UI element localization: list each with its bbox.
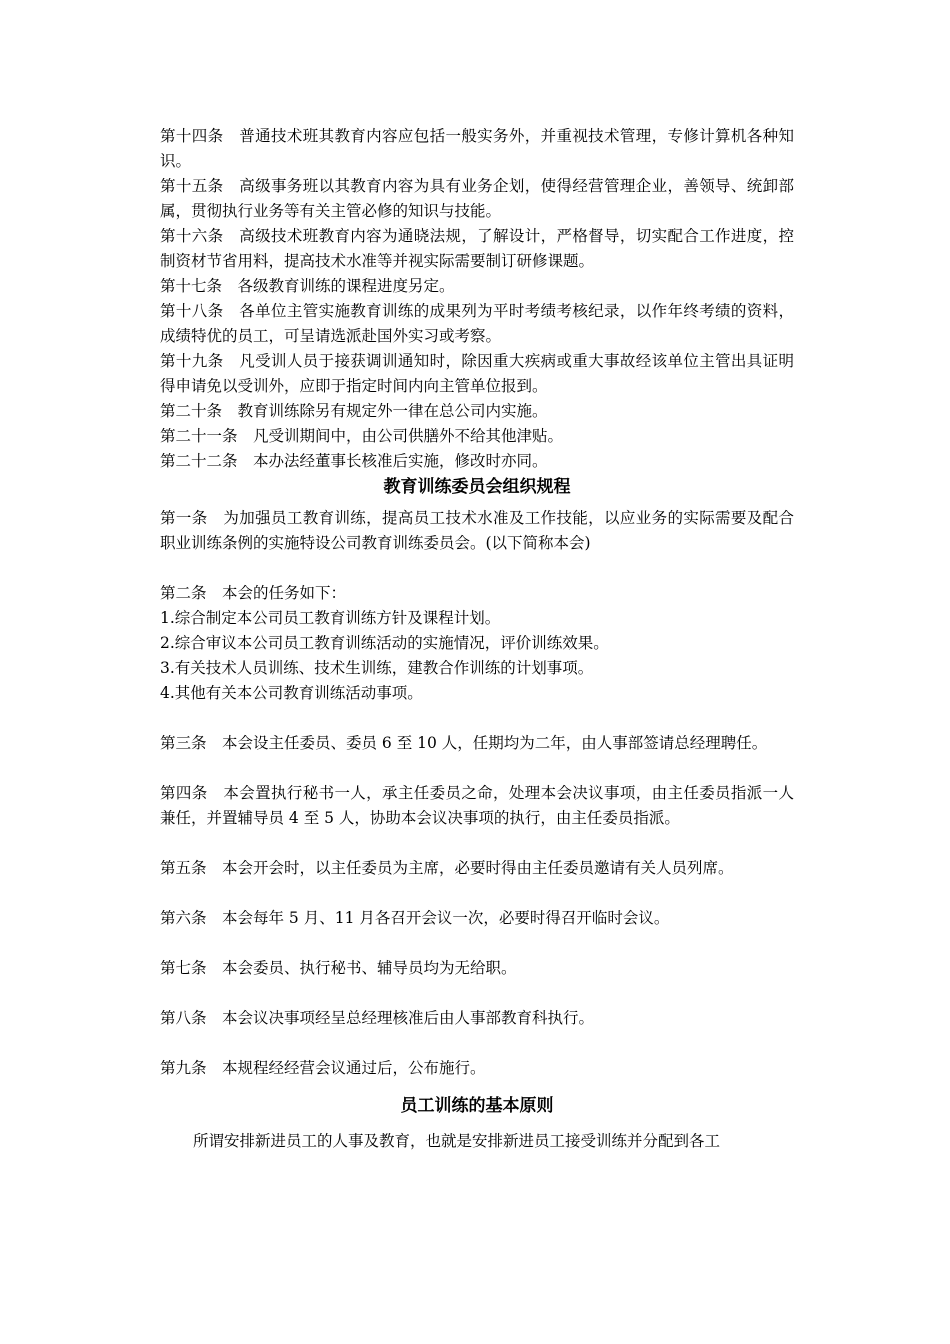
committee-article-2: 第二条 本会的任务如下： [160,584,347,602]
committee-article-7: 第七条 本会委员、执行秘书、辅导员均为无给职。 [160,959,517,977]
training-principles-paragraph: 所谓安排新进员工的人事及教育，也就是安排新进员工接受训练并分配到各工 [193,1132,721,1150]
paragraph-spacer [160,556,794,581]
task-item-2: 2.综合审议本公司员工教育训练活动的实施情况，评价训练效果。 [160,634,609,652]
training-principles-title: 员工训练的基本原则 [400,1096,554,1116]
task-item-4: 4.其他有关本公司教育训练活动事项。 [160,684,423,702]
document-body [160,124,794,1154]
article-17: 第十七条 各级教育训练的课程进度另定。 [160,277,455,295]
committee-article-1: 第一条 为加强员工教育训练，提高员工技术水准及工作技能，以应业务的实际需要及配合职业训练条例的实施特设公司教育训练委员会。(以下简称本会) [160,509,794,552]
article-14: 第十四条 普通技术班其教育内容应包括一般实务外，并重视技术管理，专修计算机各种知识。 [160,127,794,170]
paragraph-spacer [160,981,794,1006]
article-15: 第十五条 高级事务班以其教育内容为具有业务企划，使得经营管理企业，善领导、统卸部属，贯彻执行业务等有关主管必修的知识与技能。 [160,177,794,220]
committee-article-5: 第五条 本会开会时，以主任委员为主席，必要时得由主任委员邀请有关人员列席。 [160,859,734,877]
committee-article-9: 第九条 本规程经经营会议通过后，公布施行。 [160,1059,486,1077]
article-22: 第二十二条 本办法经董事长核准后实施，修改时亦同。 [160,452,548,470]
task-item-3: 3.有关技术人员训练、技术生训练，建教合作训练的计划事项。 [160,659,594,677]
committee-article-8: 第八条 本会议决事项经呈总经理核准后由人事部教育科执行。 [160,1009,595,1027]
paragraph-spacer [160,881,794,906]
committee-article-4: 第四条 本会置执行秘书一人，承主任委员之命，处理本会决议事项，由主任委员指派一人兼任，并置辅导员 4 至 5 人，协助本会议决事项的执行，由主任委员指派。 [160,784,794,827]
committee-article-3: 第三条 本会设主任委员、委员 6 至 10 人，任期均为二年，由人事部签请总经理聘任。 [160,734,768,752]
committee-article-6: 第六条 本会每年 5 月、11 月各召开会议一次，必要时得召开临时会议。 [160,909,670,927]
paragraph-spacer [160,1031,794,1056]
committee-rules-title: 教育训练委员会组织规程 [383,477,571,497]
article-19: 第十九条 凡受训人员于接获调训通知时，除因重大疾病或重大事故经该单位主管出具证明得申请免以受训外，应即于指定时间内向主管单位报到。 [160,352,794,395]
task-item-1: 1.综合制定本公司员工教育训练方针及课程计划。 [160,609,501,627]
paragraph-spacer [160,931,794,956]
article-16: 第十六条 高级技术班教育内容为通晓法规，了解设计，严格督导，切实配合工作进度，控制资材节省用料，提高技术水准等并视实际需要制订研修课题。 [160,227,794,270]
article-21: 第二十一条 凡受训期间中，由公司供膳外不给其他津贴。 [160,427,564,445]
article-20: 第二十条 教育训练除另有规定外一律在总公司内实施。 [160,402,548,420]
paragraph-spacer [160,831,794,856]
paragraph-spacer [160,756,794,781]
paragraph-spacer [160,706,794,731]
article-18: 第十八条 各单位主管实施教育训练的成果列为平时考绩考核纪录，以作年终考绩的资料，成绩特优的员工，可呈请选派赴国外实习或考察。 [160,302,794,345]
